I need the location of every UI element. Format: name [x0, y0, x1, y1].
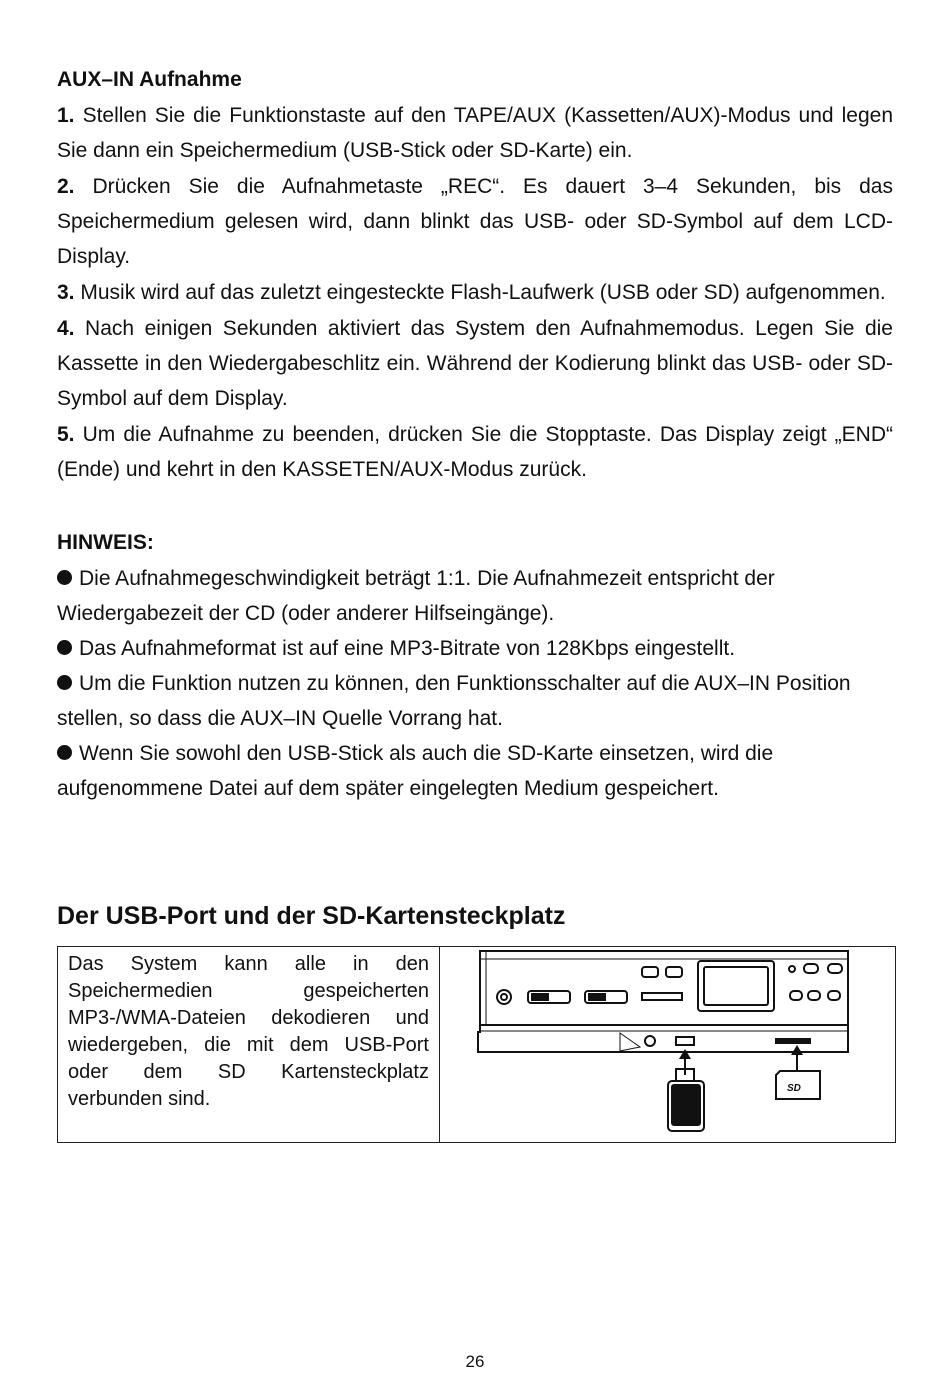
spacer: [57, 488, 893, 525]
usb-stick-icon: [668, 1069, 704, 1131]
step-text: Musik wird auf das zuletzt eingesteckte Flash-Laufwerk (USB oder SD) aufgenommen.: [80, 281, 886, 304]
bullet-text: Die Aufnahmegeschwindigkeit beträgt 1:1. Die Aufnahmezeit entspricht der Wiedergabezeit der CD (oder anderer Hilfseingänge).: [57, 567, 775, 625]
device-illustration: [440, 947, 895, 1137]
sd-card-label: SD: [787, 1083, 801, 1094]
bullet-dot-icon: [57, 745, 72, 760]
step-number: 2.: [57, 175, 75, 198]
step-number: 4.: [57, 317, 75, 340]
step-text: Nach einigen Sekunden aktiviert das System den Aufnahmemodus. Legen Sie die Kassette in den Wiedergabeschlitz ein. Während der Kodierung blinkt das USB- oder SD-Symbol auf dem Display.: [57, 317, 893, 410]
step-text: Stellen Sie die Funktionstaste auf den TAPE/AUX (Kassetten/AUX)-Modus und legen Sie dann ein Speichermedium (USB-Stick oder SD-Karte) ein.: [57, 104, 893, 162]
step-4: [57, 311, 893, 416]
step-1: [57, 98, 893, 168]
bullet-dot-icon: [57, 570, 72, 585]
step-number: 3.: [57, 281, 75, 304]
usb-info-table: [57, 946, 896, 1143]
note-bullet-1: [57, 561, 893, 631]
bullet-text: Das Aufnahmeformat ist auf eine MP3-Bitrate von 128Kbps eingestellt.: [79, 637, 736, 660]
step-5: [57, 417, 893, 487]
usb-description: Das System kann alle in den Speichermedien gespeicherten MP3-/WMA-Dateien dekodieren und wiedergeben, die mit dem USB-Port oder dem SD Kartensteckplatz verbunden sind.: [68, 953, 429, 1110]
bullet-text: Um die Funktion nutzen zu können, den Funktionsschalter auf die AUX–IN Position stellen, so dass die AUX–IN Quelle Vorrang hat.: [57, 672, 851, 730]
usb-section-title: Der USB-Port und der SD-Kartensteckplatz: [57, 902, 566, 930]
step-text: Drücken Sie die Aufnahmetaste „REC“. Es dauert 3–4 Sekunden, bis das Speichermedium gelesen wird, dann blinkt das USB- oder SD-Symbol auf dem LCD-Display.: [57, 175, 893, 268]
note-bullet-3: [57, 666, 893, 736]
sd-card-icon: [776, 1071, 820, 1099]
step-2: [57, 169, 893, 274]
page-number: 26: [465, 1352, 485, 1371]
bullet-dot-icon: [57, 640, 72, 655]
step-3: [57, 275, 893, 310]
illustration-cell: [440, 947, 896, 1143]
page-content: [57, 62, 893, 806]
note-bullet-4: [57, 736, 893, 806]
step-text: Um die Aufnahme zu beenden, drücken Sie die Stopptaste. Das Display zeigt „END“ (Ende) und kehrt in den KASSETEN/AUX-Modus zurück.: [57, 423, 893, 481]
description-cell: [58, 947, 440, 1143]
device-front-panel: [478, 951, 848, 1052]
bullet-text: Wenn Sie sowohl den USB-Stick als auch die SD-Karte einsetzen, wird die aufgenommene Datei auf dem später eingelegten Medium gespeichert.: [57, 742, 774, 800]
aux-section-title: AUX–IN Aufnahme: [57, 68, 242, 91]
note-bullet-2: [57, 631, 893, 666]
bullet-dot-icon: [57, 675, 72, 690]
note-title: HINWEIS:: [57, 531, 154, 554]
step-number: 5.: [57, 423, 75, 446]
step-number: 1.: [57, 104, 75, 127]
